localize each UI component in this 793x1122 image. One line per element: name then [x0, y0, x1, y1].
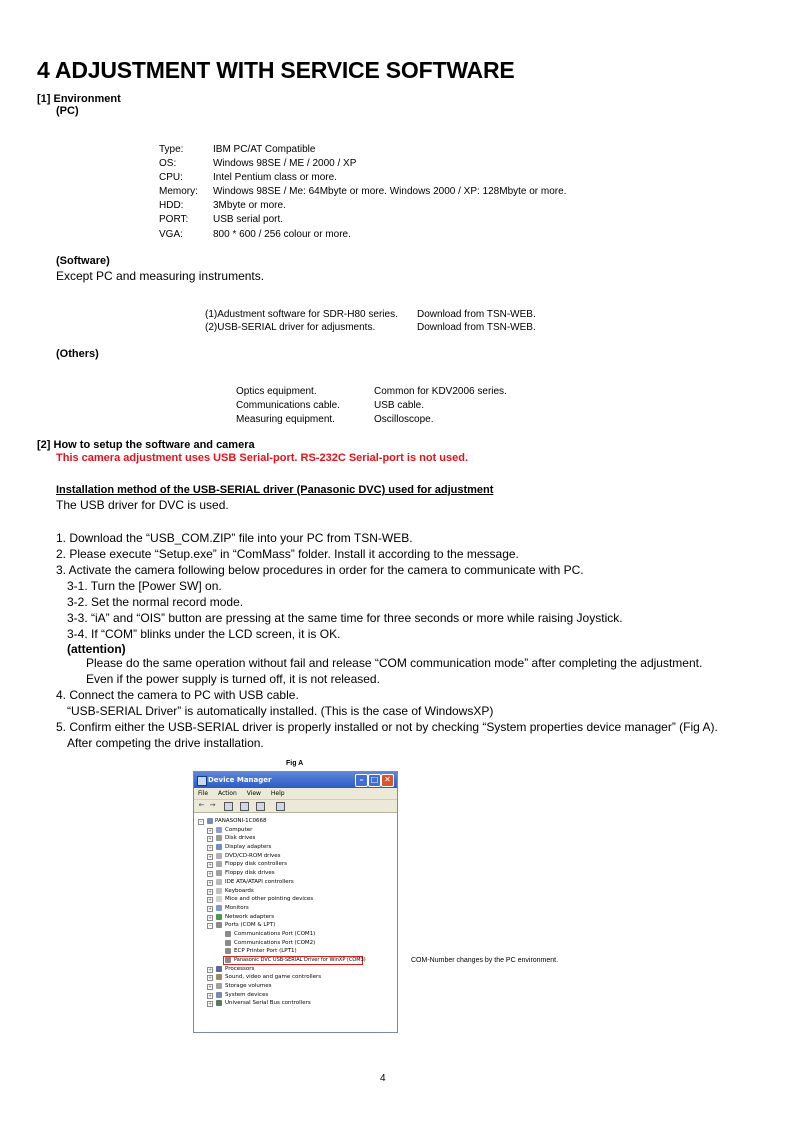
tree-label: Ports (COM & LPT): [225, 922, 276, 929]
others-name: Optics equipment.: [236, 386, 317, 397]
expand-icon[interactable]: +: [208, 827, 212, 833]
device-icon: [216, 827, 222, 833]
spec-value: IBM PC/AT Compatible: [213, 144, 316, 155]
expand-icon[interactable]: +: [208, 888, 212, 894]
port-icon: [216, 922, 222, 928]
software-note: Except PC and measuring instruments.: [56, 269, 265, 283]
expand-icon[interactable]: +: [208, 1001, 212, 1007]
spec-key: OS:: [159, 158, 177, 169]
spec-key: VGA:: [159, 229, 183, 240]
install-heading: Installation method of the USB-SERIAL driver (Panasonic DVC) used for adjustment: [56, 484, 494, 496]
device-icon: [216, 844, 222, 850]
expand-icon[interactable]: +: [208, 845, 212, 851]
device-manager-icon: [197, 776, 207, 786]
tree-label: Monitors: [225, 904, 249, 911]
warning-text: This camera adjustment uses USB Serial-port. RS-232C Serial-port is not used.: [56, 452, 469, 464]
expand-icon[interactable]: +: [208, 871, 212, 877]
step: 3-3. “iA” and “OIS” button are pressing at the same time for three seconds or more while raising Joystick.: [67, 611, 623, 625]
forward-arrow-icon[interactable]: →: [209, 801, 216, 809]
port-icon: [225, 931, 231, 937]
tree-label: PANASONI-1C0668: [215, 818, 267, 824]
computer-icon: [207, 818, 213, 824]
step: 3. Activate the camera following below procedures in order for the camera to communicate with PC.: [56, 563, 584, 577]
spec-value: Windows 98SE / ME / 2000 / XP: [213, 158, 357, 169]
spec-key: Type:: [159, 144, 184, 155]
menu-view[interactable]: View: [246, 790, 261, 797]
tree-label: Computer: [225, 826, 253, 833]
window-titlebar: [194, 772, 397, 788]
menu-action[interactable]: Action: [217, 790, 237, 797]
device-icon: [216, 835, 222, 841]
scan-hardware-icon[interactable]: [276, 802, 285, 811]
page-title: 4 ADJUSTMENT WITH SERVICE SOFTWARE: [37, 57, 515, 83]
menu-file[interactable]: File: [198, 790, 209, 797]
tree-label: Communications Port (COM1): [234, 930, 316, 937]
toolbar: [194, 800, 397, 813]
section1-heading: [1] Environment: [37, 93, 121, 105]
others-name: Measuring equipment.: [236, 414, 335, 425]
software-name: (1)Adustment software for SDR-H80 series.: [205, 309, 398, 320]
device-icon: [216, 853, 222, 859]
spec-row: [159, 158, 356, 169]
spec-key: CPU:: [159, 172, 183, 183]
expand-icon[interactable]: +: [208, 879, 212, 885]
maximize-icon[interactable]: □: [368, 774, 381, 787]
expand-icon[interactable]: +: [208, 905, 212, 911]
others-note: Common for KDV2006 series.: [374, 386, 507, 397]
spec-key: PORT:: [159, 214, 189, 225]
software-item: [205, 322, 536, 333]
others-note: Oscilloscope.: [374, 414, 434, 425]
spec-value: 3Mbyte or more.: [213, 200, 286, 211]
spec-key: HDD:: [159, 200, 184, 211]
tree-label: Floppy disk drives: [225, 870, 275, 877]
port-icon: [225, 948, 231, 954]
others-name: Communications cable.: [236, 400, 340, 411]
collapse-icon[interactable]: −: [199, 819, 203, 824]
others-note: USB cable.: [374, 400, 425, 411]
others-label: (Others): [56, 348, 99, 360]
tree-label: Disk drives: [225, 835, 256, 842]
tree-label: Panasonic DVC USB-SERIAL Driver for WinXP (COM3): [234, 957, 366, 963]
device-icon: [216, 966, 222, 972]
step: 3-4. If “COM” blinks under the LCD screen, it is OK.: [67, 627, 341, 641]
step: 3-2. Set the normal record mode.: [67, 595, 244, 609]
print-icon[interactable]: [240, 802, 249, 811]
tree-label: System devices: [225, 991, 269, 998]
tree-label: Floppy disk controllers: [225, 861, 287, 868]
minimize-icon[interactable]: –: [355, 774, 368, 787]
close-icon[interactable]: ✕: [381, 774, 394, 787]
window-title: Device Manager: [208, 776, 272, 784]
expand-icon[interactable]: +: [208, 966, 212, 972]
spec-value: 800 * 600 / 256 colour or more.: [213, 229, 351, 240]
tree-label: Sound, video and game controllers: [225, 974, 322, 981]
step: 2. Please execute “Setup.exe” in “ComMass” folder. Install it according to the message.: [56, 547, 519, 561]
properties-icon[interactable]: [224, 802, 233, 811]
device-icon: [216, 888, 222, 894]
device-icon: [216, 879, 222, 885]
step: “USB-SERIAL Driver” is automatically installed. (This is the case of WindowsXP): [67, 704, 494, 718]
software-item: [205, 309, 536, 320]
software-label: (Software): [56, 255, 110, 267]
tree-label: Universal Serial Bus controllers: [225, 1000, 311, 1007]
spec-value: USB serial port.: [213, 214, 284, 225]
tree-label: Network adapters: [225, 913, 275, 920]
port-icon: [225, 957, 231, 963]
others-item: [236, 400, 424, 411]
step: 3-1. Turn the [Power SW] on.: [67, 579, 222, 593]
expand-icon[interactable]: +: [208, 897, 212, 903]
spec-row: [159, 229, 351, 240]
menu-bar: [194, 788, 397, 800]
pc-label: (PC): [56, 105, 79, 117]
back-arrow-icon[interactable]: ←: [198, 801, 205, 809]
step: Even if the power supply is turned off, it is not released.: [86, 672, 380, 686]
spec-value: Intel Pentium class or more.: [213, 172, 337, 183]
software-source: Download from TSN-WEB.: [417, 309, 536, 320]
expand-icon[interactable]: +: [208, 862, 212, 868]
spec-key: Memory:: [159, 186, 198, 197]
expand-icon[interactable]: +: [208, 992, 212, 998]
device-icon: [216, 861, 222, 867]
expand-icon[interactable]: +: [208, 975, 212, 981]
menu-help[interactable]: Help: [270, 790, 285, 797]
device-icon: [216, 896, 222, 902]
spec-row: [159, 214, 283, 225]
software-source: Download from TSN-WEB.: [417, 322, 536, 333]
figure-label: Fig A: [286, 760, 304, 767]
spec-row: [159, 186, 566, 197]
tree-label: Storage volumes: [225, 983, 272, 990]
device-icon: [216, 983, 222, 989]
step: 4. Connect the camera to PC with USB cable.: [56, 688, 299, 702]
step: 1. Download the “USB_COM.ZIP” file into your PC from TSN-WEB.: [56, 531, 413, 545]
port-icon: [225, 940, 231, 946]
spec-row: [159, 172, 337, 183]
help-icon[interactable]: [256, 802, 265, 811]
tree-label: DVD/CD-ROM drives: [225, 852, 281, 859]
tree-label: Display adapters: [225, 844, 272, 851]
step: Please do the same operation without fail and release “COM communication mode” after completing the adjustment.: [86, 656, 703, 670]
install-subtitle: The USB driver for DVC is used.: [56, 498, 229, 512]
expand-icon[interactable]: +: [208, 984, 212, 990]
expand-icon[interactable]: +: [208, 914, 212, 920]
figure-caption: COM-Number changes by the PC environment.: [411, 957, 559, 964]
usb-icon: [216, 1000, 222, 1006]
tree-label: ECP Printer Port (LPT1): [234, 948, 297, 955]
attention-label: (attention): [67, 642, 126, 656]
expand-icon[interactable]: +: [208, 853, 212, 859]
collapse-icon[interactable]: −: [208, 923, 212, 929]
spec-row: [159, 144, 315, 155]
others-item: [236, 414, 433, 425]
step: 5. Confirm either the USB-SERIAL driver is properly installed or not by checking “System properties device manager” (Fig A).: [56, 720, 718, 734]
spec-row: [159, 200, 286, 211]
device-icon: [216, 905, 222, 911]
tree-label: Processors: [225, 965, 255, 972]
device-icon: [216, 974, 222, 980]
tree-label: Communications Port (COM2): [234, 939, 316, 946]
device-icon: [216, 870, 222, 876]
step: After competing the drive installation.: [67, 736, 264, 750]
spec-value: Windows 98SE / Me: 64Mbyte or more. Windows 2000 / XP: 128Mbyte or more.: [213, 186, 567, 197]
device-icon: [216, 914, 222, 920]
software-name: (2)USB-SERIAL driver for adjusments.: [205, 322, 376, 333]
tree-label: Mice and other pointing devices: [225, 896, 314, 903]
page-number: 4: [380, 1073, 386, 1084]
section2-heading: [2] How to setup the software and camera: [37, 439, 255, 451]
others-item: [236, 386, 507, 397]
tree-label: IDE ATA/ATAPI controllers: [225, 878, 294, 885]
tree-label: Keyboards: [225, 887, 254, 894]
expand-icon[interactable]: +: [208, 836, 212, 842]
device-manager-window: [193, 771, 398, 1033]
device-icon: [216, 992, 222, 998]
